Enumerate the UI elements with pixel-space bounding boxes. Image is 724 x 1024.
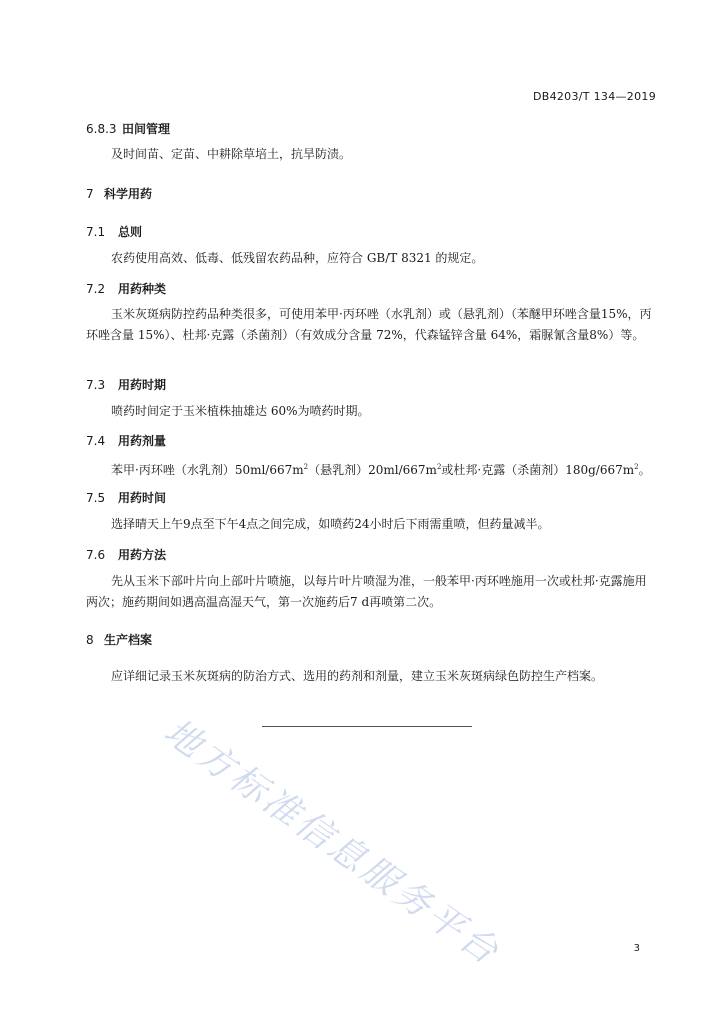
standard-code-header: DB4203/T 134—2019: [532, 90, 656, 103]
section-number: 7.4: [86, 434, 106, 448]
section-number: 6.8.3: [86, 122, 117, 136]
heading-7-6: [86, 546, 166, 563]
page-number: 3: [633, 943, 640, 954]
section-number: 7.2: [86, 282, 106, 296]
paragraph-7-3: 喷药时间定于玉米植株抽雄达 60%为喷药时期。: [111, 404, 370, 418]
section-title: 用药时间: [118, 491, 167, 505]
paragraph-6-8-3: 及时间苗、定苗、中耕除草培土，抗旱防渍。: [111, 147, 352, 161]
section-number: 7: [86, 187, 94, 201]
heading-7-4: [86, 432, 166, 449]
dosage-text-d: 。: [638, 463, 651, 477]
heading-7-2: [86, 280, 166, 297]
heading-7-3: [86, 376, 166, 393]
section-number: 7.3: [86, 378, 106, 392]
dosage-text-a: 苯甲·丙环唑（水乳剂）50ml/667m: [111, 463, 304, 477]
section-title: 科学用药: [104, 187, 153, 201]
heading-8: [86, 631, 152, 648]
superscript: 2: [634, 463, 639, 471]
section-number: 7.1: [86, 225, 106, 239]
heading-6-8-3: [86, 120, 170, 137]
section-title: 用药剂量: [118, 434, 167, 448]
section-title: 田间管理: [122, 122, 171, 136]
watermark: 地方标准信息服务平台: [156, 711, 508, 975]
section-number: 8: [86, 633, 94, 647]
section-title: 用药时期: [118, 378, 167, 392]
section-title: 用药方法: [118, 548, 167, 562]
end-rule: [262, 726, 472, 727]
heading-7-5: [86, 489, 166, 506]
superscript: 2: [303, 463, 309, 471]
paragraph-7-5: 选择晴天上午9点至下午4点之间完成，如喷药24小时后下雨需重喷，但药量减半。: [111, 517, 550, 531]
heading-7-1: [86, 223, 142, 240]
dosage-text-c: 或杜邦·克露（杀菌剂）180g/667m: [441, 463, 635, 477]
dosage-text-b: （悬乳剂）20ml/667m: [308, 463, 437, 477]
section-title: 用药种类: [118, 282, 167, 296]
section-title: 生产档案: [104, 633, 153, 647]
section-title: 总则: [118, 225, 143, 239]
heading-7: [86, 185, 152, 202]
paragraph-7-2: 玉米灰斑病防控药品种类很多，可使用苯甲·丙环唑（水乳剂）或（悬乳剂）（苯醚甲环唑含量15%，丙环唑含量 15%）、杜邦·克露（杀菌剂）（有效成分含量 72%，代森锰锌含量 64%，霜脲氰含量8%）等。: [86, 307, 652, 342]
paragraph-7-6: 先从玉米下部叶片向上部叶片喷施，以每片叶片喷湿为准，一般苯甲·丙环唑施用一次或杜邦·克露施用两次；施药期间如遇高温高湿天气，第一次施药后7 d再喷第二次。: [86, 574, 647, 609]
superscript: 2: [436, 463, 442, 471]
paragraph-8: 应详细记录玉米灰斑病的防治方式、选用的药剂和剂量，建立玉米灰斑病绿色防控生产档案。: [111, 669, 604, 683]
section-number: 7.6: [86, 548, 106, 562]
paragraph-7-4: [86, 457, 658, 481]
section-number: 7.5: [86, 491, 106, 505]
paragraph-7-1: 农药使用高效、低毒、低残留农药品种，应符合 GB/T 8321 的规定。: [111, 251, 484, 265]
